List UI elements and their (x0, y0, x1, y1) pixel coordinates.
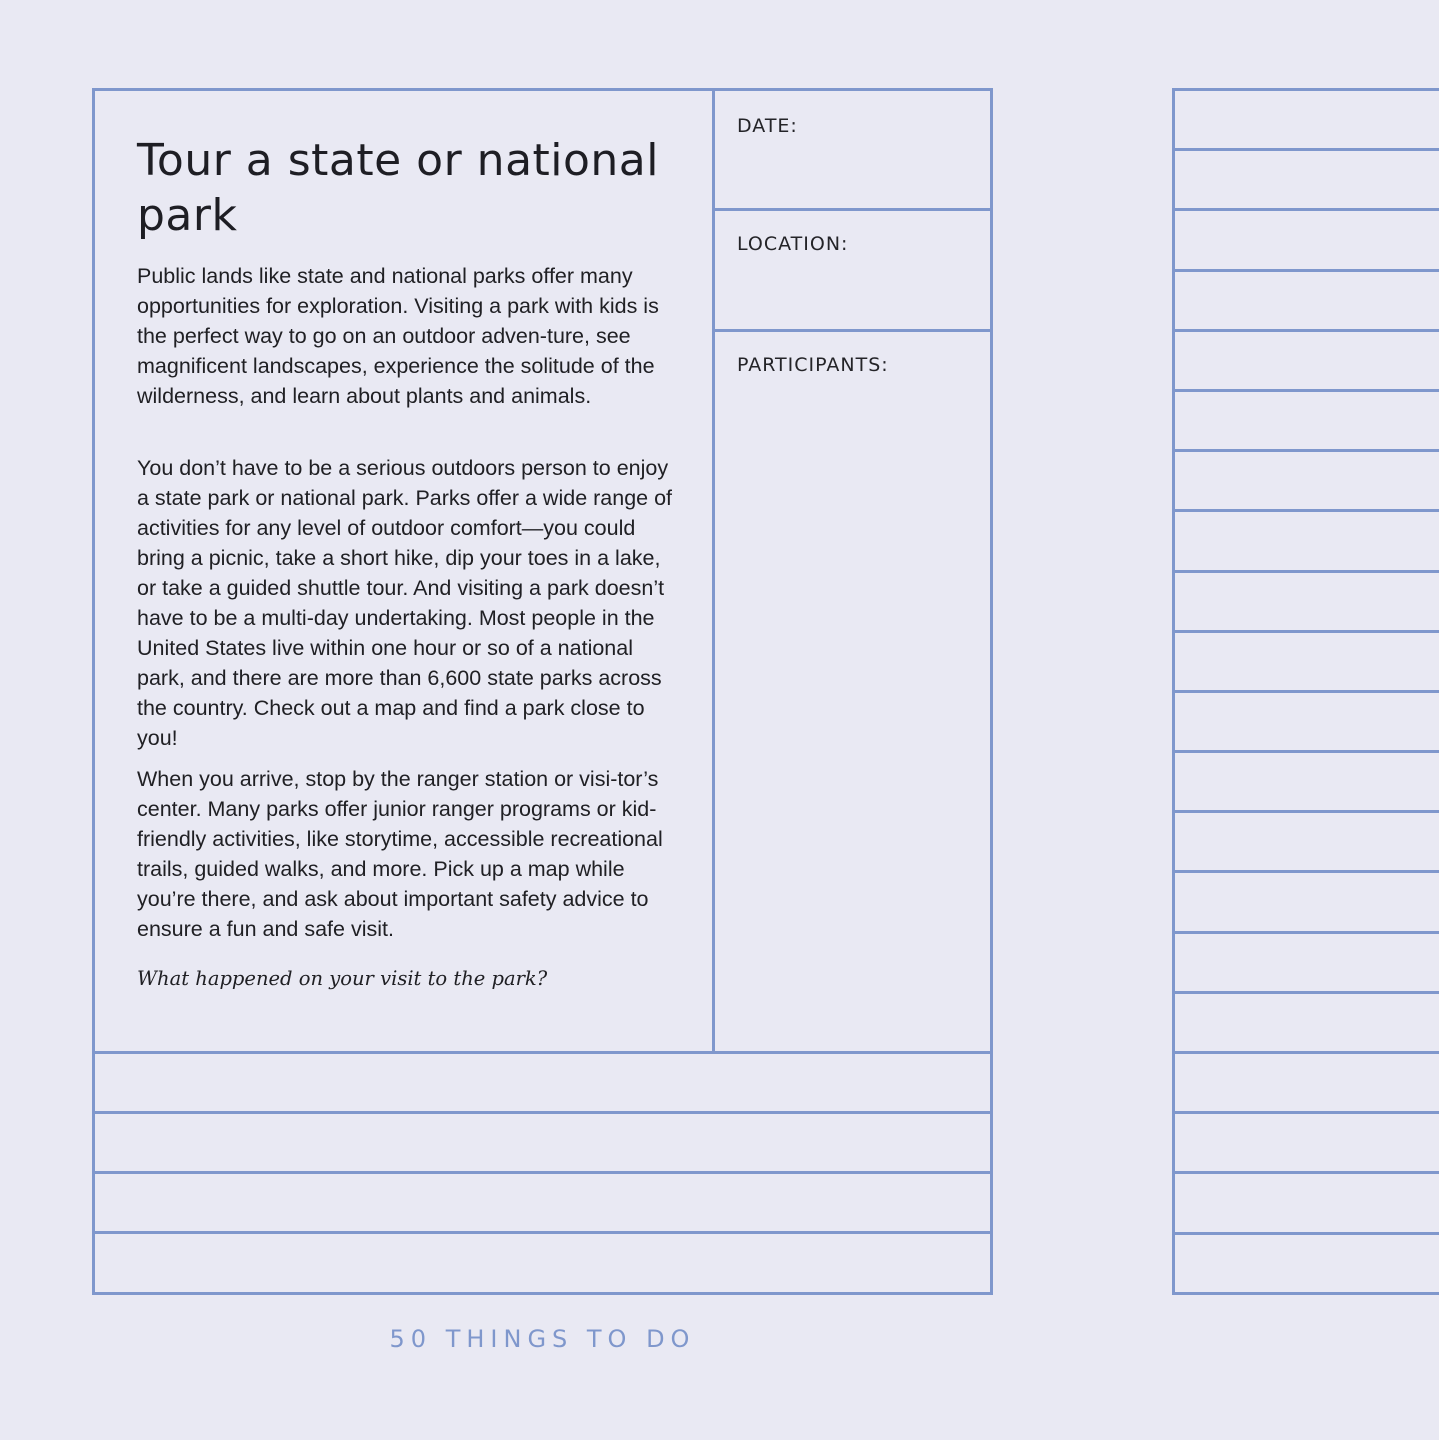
location-field (715, 211, 990, 332)
writing-line (1175, 813, 1439, 873)
ranger-station-paragraph: When you arrive, stop by the ranger station or visi-tor’s center. Many parks offer junior ranger programs or kid-friendly activities, like storytime, accessible recreational trails, guided walks, and more. Pick up a map while you’re there, and ask about important safety advice to ensure a fun and safe visit. (137, 767, 663, 941)
activities-paragraph: You don’t have to be a serious outdoors person to enjoy a state park or national park. Parks offer a wide range of activities for any level of outdoor comfort—you could bring a picnic, take a short hike, dip your toes in a lake, or take a guided shuttle tour. And visiting a park doesn’t have to be a multi-day undertaking. Most people in the United States live within one hour or so of a national park, and there are more than 6,600 state parks across the country. Check out a map and find a park close to you! (137, 456, 673, 750)
writing-line (1175, 573, 1439, 633)
writing-line (1175, 272, 1439, 332)
activity-text-panel (95, 91, 715, 1054)
journal-prompt: What happened on your visit to the park? (137, 967, 548, 990)
writing-line (1175, 1114, 1439, 1174)
participants-label: PARTICIPANTS: (737, 354, 889, 376)
writing-line (95, 1174, 990, 1234)
page-footer: 50 THINGS TO DO (389, 1325, 696, 1353)
writing-line (1175, 512, 1439, 572)
date-field (715, 91, 990, 211)
writing-line (1175, 332, 1439, 392)
writing-line (1175, 1235, 1439, 1295)
writing-line (1175, 211, 1439, 271)
writing-line (1175, 392, 1439, 452)
intro-paragraph: Public lands like state and national parks offer many opportunities for exploration. Visiting a park with kids is the perfect way to go on an outdoor adven-ture, see magnificent landscapes, experience the solitude of the wilderness, and learn about plants and animals. (137, 264, 659, 408)
writing-line (1175, 91, 1439, 151)
writing-line (1175, 934, 1439, 994)
participants-field (715, 332, 990, 1054)
writing-line (1175, 151, 1439, 211)
writing-line (1175, 693, 1439, 753)
writing-line (1175, 1054, 1439, 1114)
writing-line (1175, 873, 1439, 933)
writing-line (1175, 452, 1439, 512)
location-label: LOCATION: (737, 233, 849, 255)
date-label: DATE: (737, 115, 798, 137)
page-title: Tour a state or national park (137, 135, 659, 241)
journal-entry-frame (92, 88, 993, 1295)
writing-line (1175, 1174, 1439, 1234)
writing-line (1175, 753, 1439, 813)
writing-line (95, 1114, 990, 1174)
writing-lines (95, 1054, 990, 1294)
writing-line (1175, 633, 1439, 693)
writing-line (1175, 994, 1439, 1054)
facing-page-lines (1172, 88, 1439, 1295)
writing-line (95, 1234, 990, 1294)
log-fields-panel (715, 91, 990, 1054)
writing-line (95, 1054, 990, 1114)
